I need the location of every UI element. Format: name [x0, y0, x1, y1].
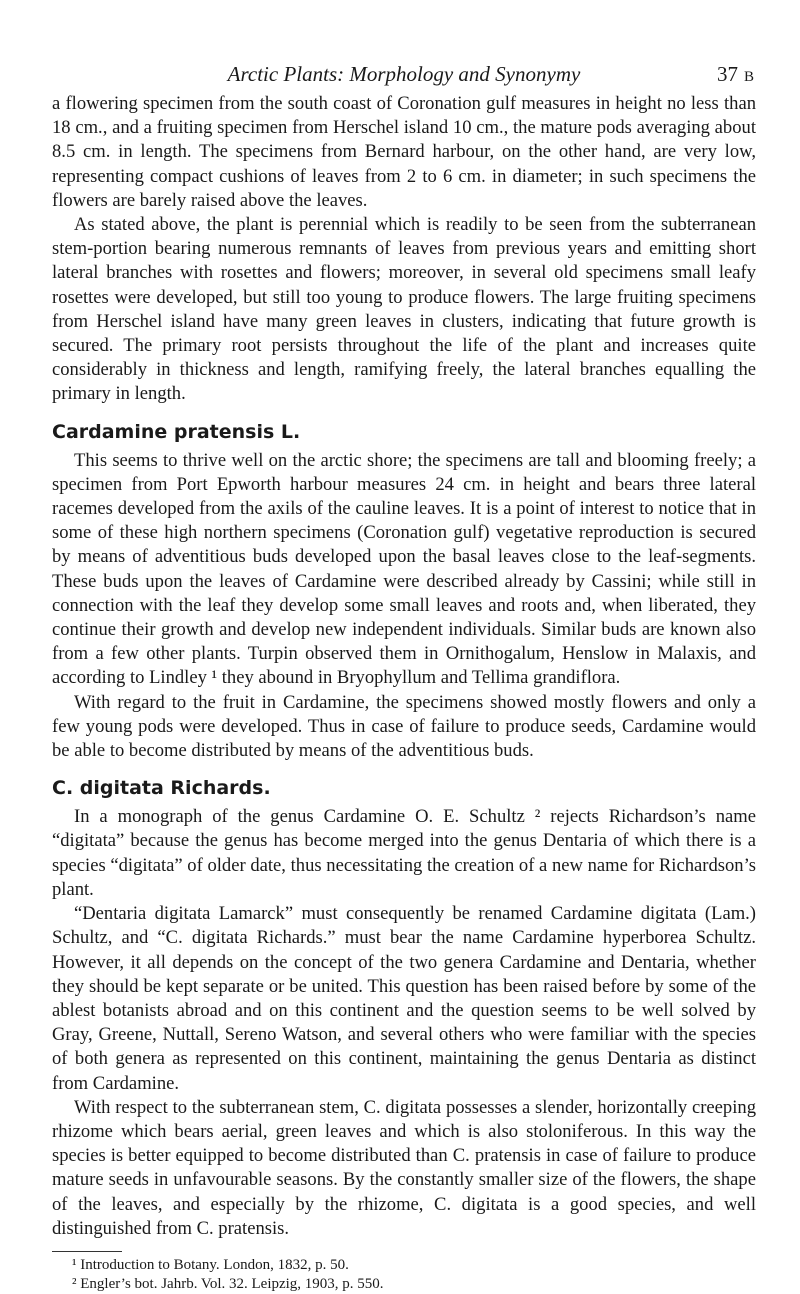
paragraph-digitata-monograph: In a monograph of the genus Cardamine O. E. Schultz ² rejects Richardson’s name “digitata” because the genus has become merged into the genus Dentaria of which there is a species “digitata” of older date, thus necessitating the creation of a new name for Richardson’s plant.	[52, 806, 756, 900]
paragraph-continued: a flowering specimen from the south coast of Coronation gulf measures in height no less than 18 cm., and a fruiting specimen from Herschel island 10 cm., the mature pods averaging about 8.5 cm. in length. The specimens from Bernard harbour, on the other hand, are very low, representing compact cushions of leaves from 2 to 6 cm. in diameter; in such specimens the flowers are barely raised above the leaves.	[52, 93, 756, 211]
running-title: Arctic Plants: Morphology and Synonymy	[227, 62, 581, 86]
footnote-1: ¹ Introduction to Botany. London, 1832, p. 50.	[72, 1256, 349, 1273]
footnote-2: ² Engler’s bot. Jahrb. Vol. 32. Leipzig, 1903, p. 550.	[72, 1275, 384, 1292]
signature-mark: B	[743, 69, 754, 85]
section-heading-cardamine-digitata: C. digitata Richards.	[52, 777, 271, 800]
paragraph-pratensis-fruit: With regard to the fruit in Cardamine, the specimens showed mostly flowers and only a few young pods were developed. Thus in case of failure to produce seeds, Cardamine would be able to become distributed by means of the adventitious buds.	[52, 691, 756, 762]
running-header	[52, 62, 756, 92]
paragraph-perennial: As stated above, the plant is perennial which is readily to be seen from the subterranean stem-portion bearing numerous remnants of leaves from previous years and emitting short lateral branches with rosettes and flowers; moreover, in several old specimens small leafy rosettes were developed, but still too young to produce flowers. The large fruiting specimens from Herschel island have many green leaves in clusters, indicating that future growth is secured. The primary root persists throughout the life of the plant and increases quite considerably in thickness and length, ramifying freely, the lateral branches equalling the primary in length.	[52, 214, 756, 405]
paragraph-digitata-genera: “Dentaria digitata Lamarck” must consequently be renamed Cardamine digitata (Lam.) Schultz, and “C. digitata Richards.” must bear the name Cardamine hyperborea Schultz. However, it all depends on the concept of the two genera Cardamine and Dentaria, whether they should be kept separate or be united. This question has been raised before by some of the ablest botanists abroad and on this continent and the question seems to be well solved by Gray, Greene, Nuttall, Sereno Watson, and several others who were familiar with the species of both genera as represented on this continent, maintaining the genus Dentaria as distinct from Cardamine.	[52, 903, 756, 1094]
footnote-divider	[52, 1251, 122, 1252]
section-heading-cardamine-pratensis: Cardamine pratensis L.	[52, 420, 301, 443]
paragraph-digitata-rhizome: With respect to the subterranean stem, C. digitata possesses a slender, horizontally creeping rhizome which bears aerial, green leaves and which is also stoloniferous. In this way the species is better equipped to become distributed than C. pratensis in case of failure to produce mature seeds in unfavourable seasons. By the constantly smaller size of the flowers, the shape of the leaves, and especially by the rhizome, C. digitata is a good species, and well distinguished from C. pratensis.	[52, 1096, 756, 1239]
page-number: 37 B	[716, 62, 754, 86]
paragraph-pratensis-reproduction: This seems to thrive well on the arctic shore; the specimens are tall and blooming freely; a specimen from Port Epworth harbour measures 24 cm. in height and bears three lateral racemes developed from the axils of the cauline leaves. It is a point of interest to notice that in some of these high northern specimens (Coronation gulf) vegetative reproduction is secured by means of adventitious buds developed upon the basal leaves close to the leaf-segments. These buds upon the leaves of Cardamine were described already by Cassini; while still in connection with the leaf they develop some small leaves and roots and, when liberated, they continue their growth and develop new independent individuals. Similar buds are known also from a few other plants. Turpin observed them in Ornithogalum, Henslow in Malaxis, and according to Lindley ¹ they abound in Bryophyllum and Tellima grandiflora.	[52, 449, 756, 689]
